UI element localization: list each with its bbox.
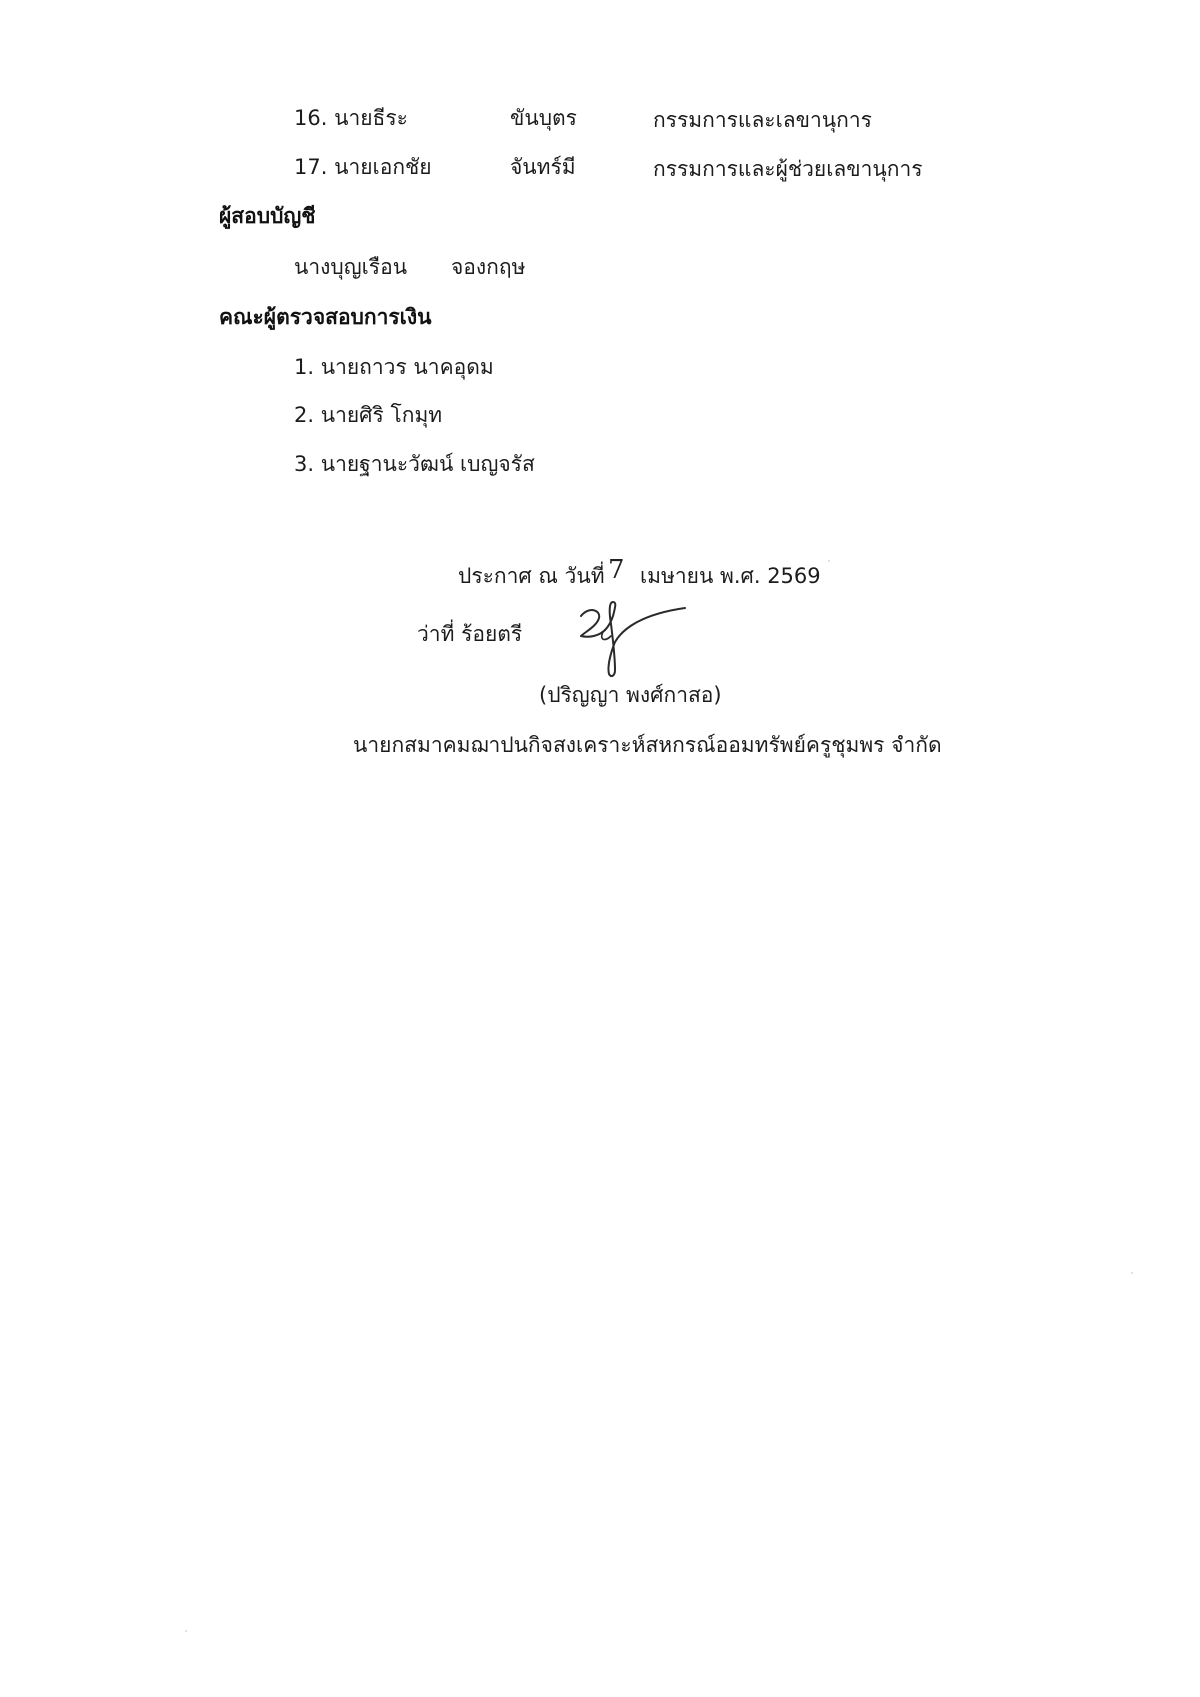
signatory-name: (ปริญญา พงศ์กาสอ) <box>539 683 722 707</box>
auditor-heading: ผู้สอบบัญชี <box>219 204 316 228</box>
handwritten-signature-icon <box>575 600 690 680</box>
announcement-day: 7 <box>608 555 625 585</box>
member-16-name: นายธีระ <box>334 106 408 130</box>
member-16-surname: ขันบุตร <box>510 106 577 130</box>
member-17-name: นายเอกชัย <box>334 155 432 179</box>
member-17-role: กรรมการและผู้ช่วยเลขานุการ <box>653 157 923 181</box>
inspector-1: 1. นายถาวร นาคอุดม <box>294 355 494 379</box>
auditor-surname: จองกฤษ <box>451 255 526 279</box>
signatory-position: นายกสมาคมฌาปนกิจสงเคราะห์สหกรณ์ออมทรัพย์ครูชุมพร จำกัด <box>353 733 942 757</box>
member-16-role: กรรมการและเลขานุการ <box>653 108 872 132</box>
scan-speck <box>828 560 830 562</box>
inspector-2: 2. นายศิริ โกมุท <box>294 403 443 427</box>
member-17-number-name <box>294 153 432 181</box>
inspectors-heading: คณะผู้ตรวจสอบการเงิน <box>219 305 432 329</box>
member-17-surname: จันทร์มี <box>510 155 576 179</box>
member-16-number: 16. <box>294 106 328 130</box>
scan-speck <box>185 1630 187 1632</box>
inspector-3: 3. นายฐานะวัฒน์ เบญจรัส <box>294 452 535 476</box>
announcement-prefix: ประกาศ ณ วันที่ <box>458 564 605 588</box>
auditor-name: นางบุญเรือน <box>294 255 408 279</box>
signatory-rank: ว่าที่ ร้อยตรี <box>417 622 523 646</box>
member-17-number: 17. <box>294 155 328 179</box>
announcement-suffix: เมษายน พ.ศ. 2569 <box>640 564 821 588</box>
member-16-number-name <box>294 104 408 132</box>
scan-speck <box>1131 1272 1133 1274</box>
